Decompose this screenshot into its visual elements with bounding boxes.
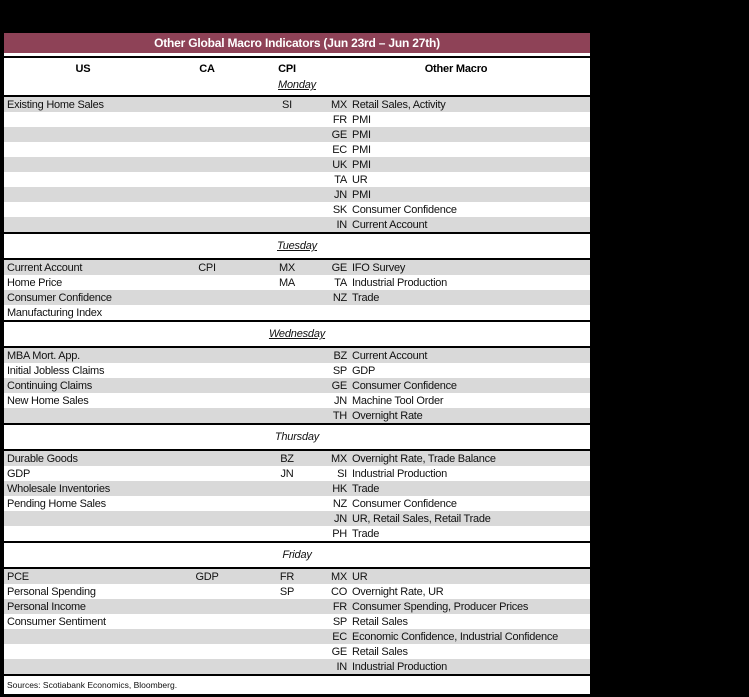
cell-other-macro: Economic Confidence, Industrial Confidence — [352, 630, 558, 643]
table-row — [4, 614, 590, 629]
cell-other-macro: PMI — [352, 188, 371, 201]
table-row — [4, 496, 590, 511]
table-row — [4, 97, 590, 112]
cell-other-macro: UR — [352, 173, 368, 186]
cell-country-code: GE — [331, 261, 347, 274]
table-row — [4, 112, 590, 127]
table-row — [4, 644, 590, 659]
cell-other-macro: Overnight Rate, UR — [352, 585, 444, 598]
cell-country-code: SP — [332, 615, 347, 628]
table-body — [4, 97, 590, 674]
cell-other-macro: GDP — [352, 364, 376, 377]
table-row — [4, 348, 590, 363]
cell-cpi: SP — [279, 585, 295, 598]
table-row — [4, 511, 590, 526]
day-band-wednesday — [4, 320, 590, 348]
cell-us: Existing Home Sales — [7, 98, 104, 111]
cell-other-macro: UR, Retail Sales, Retail Trade — [352, 512, 491, 525]
table-row — [4, 451, 590, 466]
cell-other-macro: Trade — [352, 291, 380, 304]
table-row — [4, 290, 590, 305]
column-header-band — [4, 58, 590, 95]
cell-country-code: MX — [331, 98, 347, 111]
table-row — [4, 275, 590, 290]
day-band-tuesday — [4, 232, 590, 260]
cell-other-macro: Overnight Rate — [352, 409, 423, 422]
table-row — [4, 217, 590, 232]
table-title: Other Global Macro Indicators (Jun 23rd – Jun 27th) — [154, 36, 440, 50]
table-row — [4, 569, 590, 584]
day-band-friday — [4, 541, 590, 569]
cell-us: MBA Mort. App. — [7, 349, 80, 362]
cell-us: Current Account — [7, 261, 83, 274]
cell-us: Manufacturing Index — [7, 306, 102, 319]
cell-country-code: CO — [331, 585, 347, 598]
cell-other-macro: Consumer Confidence — [352, 379, 457, 392]
cell-us: Personal Income — [7, 600, 86, 613]
cell-other-macro: Trade — [352, 527, 380, 540]
cell-ca: GDP — [195, 570, 219, 583]
cell-other-macro: PMI — [352, 113, 371, 126]
cell-other-macro: Retail Sales — [352, 645, 408, 658]
cell-country-code: JN — [334, 394, 347, 407]
column-header-ca: CA — [199, 62, 215, 75]
table-row — [4, 172, 590, 187]
cell-country-code: JN — [334, 188, 347, 201]
table-row — [4, 408, 590, 423]
cell-country-code: BZ — [333, 349, 347, 362]
cell-other-macro: PMI — [352, 143, 371, 156]
cell-us: Durable Goods — [7, 452, 78, 465]
cell-country-code: GE — [331, 128, 347, 141]
column-header-us: US — [75, 62, 91, 75]
cell-other-macro: PMI — [352, 158, 371, 171]
cell-country-code: EC — [332, 630, 347, 643]
table-row — [4, 202, 590, 217]
cell-country-code: EC — [332, 143, 347, 156]
cell-country-code: FR — [332, 600, 347, 613]
cell-us: Wholesale Inventories — [7, 482, 110, 495]
cell-other-macro: Trade — [352, 482, 380, 495]
cell-other-macro: Industrial Production — [352, 276, 448, 289]
day-header-tuesday: Tuesday — [277, 240, 317, 252]
day-header-monday: Monday — [278, 79, 316, 91]
column-header-row — [4, 60, 590, 77]
table-row — [4, 142, 590, 157]
cell-cpi: BZ — [280, 452, 294, 465]
cell-other-macro: Current Account — [352, 349, 428, 362]
cell-ca: CPI — [198, 261, 216, 274]
table-row — [4, 363, 590, 378]
cell-other-macro: Overnight Rate, Trade Balance — [352, 452, 496, 465]
cell-cpi: JN — [280, 467, 294, 480]
source-note: Sources: Scotiabank Economics, Bloomberg. — [4, 676, 590, 694]
cell-country-code: IN — [336, 218, 347, 231]
cell-cpi: MX — [279, 261, 295, 274]
cell-other-macro: PMI — [352, 128, 371, 141]
column-header-cpi: CPI — [278, 62, 296, 75]
cell-country-code: GE — [331, 379, 347, 392]
table-row — [4, 659, 590, 674]
cell-country-code: FR — [332, 113, 347, 126]
cell-other-macro: Machine Tool Order — [352, 394, 444, 407]
day-band-thursday — [4, 423, 590, 451]
cell-other-macro: Current Account — [352, 218, 428, 231]
cell-us: Pending Home Sales — [7, 497, 106, 510]
cell-country-code: MX — [331, 570, 347, 583]
table-row — [4, 584, 590, 599]
cell-country-code: IN — [336, 660, 347, 673]
cell-country-code: SP — [332, 364, 347, 377]
cell-country-code: TA — [334, 173, 347, 186]
table-row — [4, 599, 590, 614]
cell-us: PCE — [7, 570, 29, 583]
table-row — [4, 260, 590, 275]
cell-country-code: HK — [332, 482, 347, 495]
cell-us: Personal Spending — [7, 585, 96, 598]
cell-country-code: UK — [332, 158, 347, 171]
cell-us: Consumer Confidence — [7, 291, 112, 304]
day-header-wednesday: Wednesday — [268, 328, 326, 340]
table-row — [4, 481, 590, 496]
day-header-friday: Friday — [282, 549, 312, 561]
column-header-other-macro: Other Macro — [424, 62, 488, 75]
cell-country-code: GE — [331, 645, 347, 658]
cell-country-code: NZ — [332, 291, 347, 304]
table-row — [4, 305, 590, 320]
day-header-thursday: Thursday — [274, 431, 320, 443]
cell-country-code: SK — [332, 203, 347, 216]
cell-us: Home Price — [7, 276, 62, 289]
cell-country-code: SI — [337, 467, 347, 480]
table-row — [4, 127, 590, 142]
cell-country-code: TA — [334, 276, 347, 289]
table-row — [4, 466, 590, 481]
cell-other-macro: Industrial Production — [352, 467, 448, 480]
cell-other-macro: Retail Sales, Activity — [352, 98, 446, 111]
cell-other-macro: Industrial Production — [352, 660, 448, 673]
table-row — [4, 378, 590, 393]
cell-us: GDP — [7, 467, 31, 480]
cell-other-macro: Retail Sales — [352, 615, 408, 628]
cell-country-code: TH — [332, 409, 347, 422]
macro-indicators-table — [2, 31, 592, 696]
cell-other-macro: Consumer Spending, Producer Prices — [352, 600, 529, 613]
cell-other-macro: Consumer Confidence — [352, 497, 457, 510]
table-row — [4, 393, 590, 408]
cell-cpi: MA — [279, 276, 295, 289]
table-row — [4, 629, 590, 644]
cell-other-macro: UR — [352, 570, 368, 583]
cell-cpi: SI — [282, 98, 292, 111]
table-title-bar — [4, 33, 590, 53]
cell-us: Initial Jobless Claims — [7, 364, 105, 377]
cell-country-code: MX — [331, 452, 347, 465]
cell-us: Continuing Claims — [7, 379, 93, 392]
cell-other-macro: Consumer Confidence — [352, 203, 457, 216]
cell-other-macro: IFO Survey — [352, 261, 406, 274]
table-row — [4, 526, 590, 541]
table-row — [4, 157, 590, 172]
cell-country-code: PH — [332, 527, 347, 540]
cell-us: New Home Sales — [7, 394, 89, 407]
cell-cpi: FR — [279, 570, 295, 583]
cell-country-code: JN — [334, 512, 347, 525]
cell-us: Consumer Sentiment — [7, 615, 106, 628]
table-row — [4, 187, 590, 202]
cell-country-code: NZ — [332, 497, 347, 510]
